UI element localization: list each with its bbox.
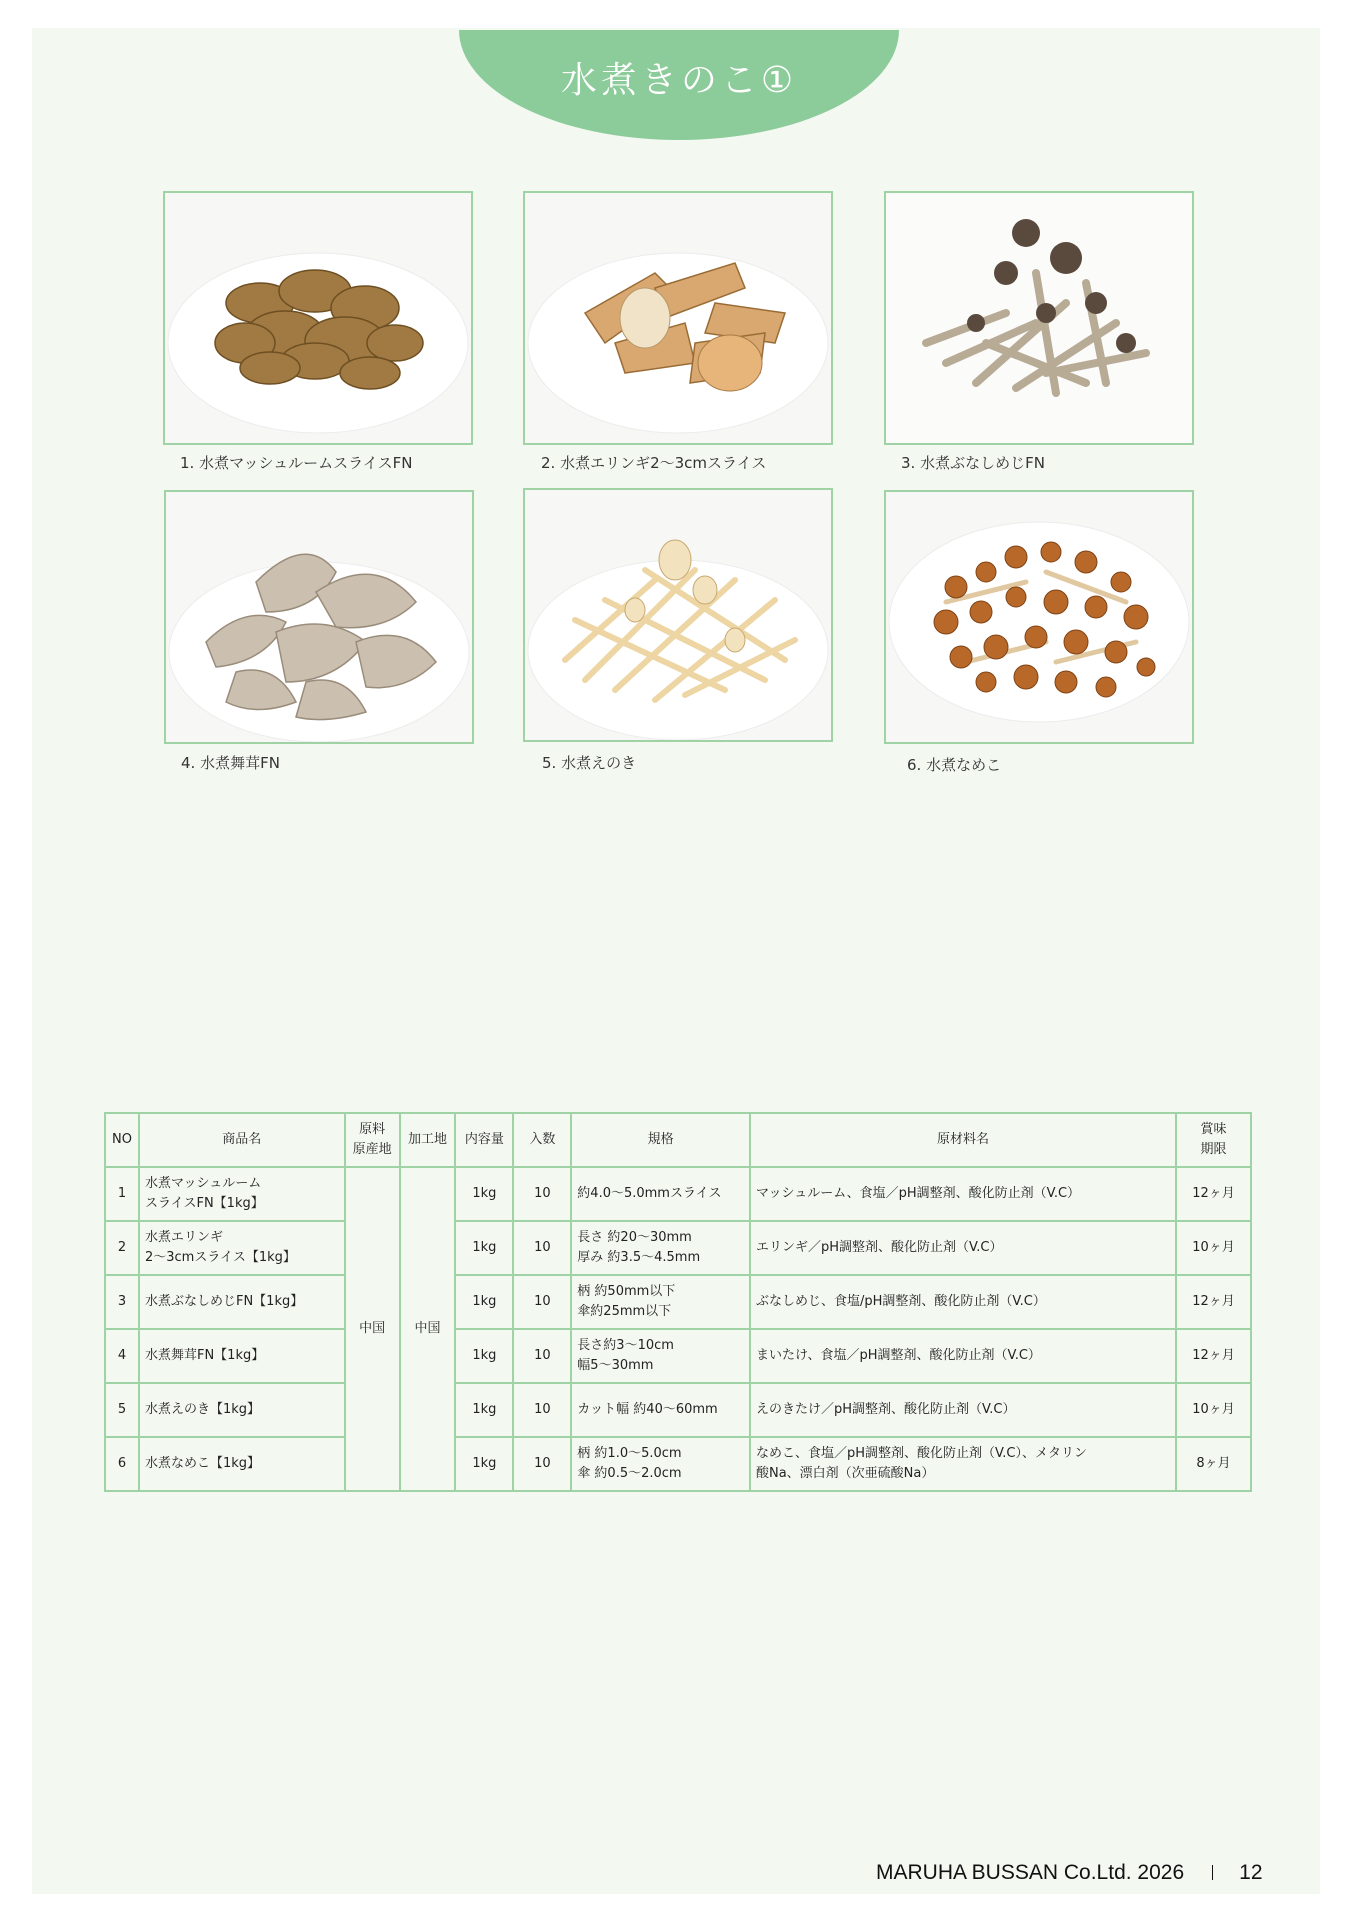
origin-cell: 中国 (345, 1167, 400, 1491)
row-count: 10 (513, 1221, 571, 1275)
row-ingredients: えのきたけ／pH調整剤、酸化防止剤（V.C） (750, 1383, 1176, 1437)
product-caption-3: 3. 水煮ぶなしめじFN (901, 454, 1045, 472)
row-no: 4 (105, 1329, 139, 1383)
row-content: 1kg (455, 1275, 513, 1329)
row-product-name: 水煮なめこ【1kg】 (139, 1437, 345, 1491)
row-content: 1kg (455, 1329, 513, 1383)
row-shelf-life: 12ヶ月 (1176, 1329, 1251, 1383)
product-spec-table (104, 1112, 1252, 1492)
sliced-mushroom-photo (163, 191, 473, 445)
header-product-name: 商品名 (139, 1113, 345, 1167)
table-row (105, 1383, 1251, 1437)
footer-company: MARUHA BUSSAN Co.Ltd. 2026 (876, 1861, 1185, 1884)
row-product-name: 水煮ぶなしめじFN【1kg】 (139, 1275, 345, 1329)
header-ingredients: 原材料名 (750, 1113, 1176, 1167)
header-count: 入数 (513, 1113, 571, 1167)
table-header-row (105, 1113, 1251, 1167)
table-row (105, 1221, 1251, 1275)
row-count: 10 (513, 1167, 571, 1221)
row-shelf-life: 12ヶ月 (1176, 1167, 1251, 1221)
row-ingredients: マッシュルーム、食塩／pH調整剤、酸化防止剤（V.C） (750, 1167, 1176, 1221)
row-shelf-life: 12ヶ月 (1176, 1275, 1251, 1329)
row-shelf-life: 10ヶ月 (1176, 1221, 1251, 1275)
row-shelf-life: 8ヶ月 (1176, 1437, 1251, 1491)
table-row (105, 1329, 1251, 1383)
page-title: 水煮きのこ① (560, 60, 798, 101)
processing-cell: 中国 (400, 1167, 456, 1491)
table-row (105, 1167, 1251, 1221)
footer-separator (1212, 1865, 1213, 1880)
nameko-photo (884, 490, 1194, 744)
row-spec: カット幅 約40〜60mm (571, 1383, 750, 1437)
product-caption-1: 1. 水煮マッシュルームスライスFN (180, 454, 413, 472)
row-content: 1kg (455, 1383, 513, 1437)
row-content: 1kg (455, 1167, 513, 1221)
row-count: 10 (513, 1275, 571, 1329)
row-ingredients: なめこ、食塩／pH調整剤、酸化防止剤（V.C）、メタリン 酸Na、漂白剤（次亜硫酸Na） (750, 1437, 1176, 1491)
table-row (105, 1275, 1251, 1329)
row-product-name: 水煮えのき【1kg】 (139, 1383, 345, 1437)
enoki-photo (523, 488, 833, 742)
row-no: 3 (105, 1275, 139, 1329)
header-content: 内容量 (455, 1113, 513, 1167)
bunashimeji-photo (884, 191, 1194, 445)
maitake-photo (164, 490, 474, 744)
row-spec: 長さ約3〜10cm 幅5〜30mm (571, 1329, 750, 1383)
row-ingredients: ぶなしめじ、食塩/pH調整剤、酸化防止剤（V.C） (750, 1275, 1176, 1329)
product-caption-6: 6. 水煮なめこ (907, 756, 1002, 774)
header-origin: 原料 原産地 (345, 1113, 400, 1167)
row-spec: 柄 約1.0〜5.0cm 傘 約0.5〜2.0cm (571, 1437, 750, 1491)
page-number: 12 (1239, 1861, 1263, 1884)
header-no: NO (105, 1113, 139, 1167)
row-count: 10 (513, 1437, 571, 1491)
row-spec: 長さ 約20〜30mm 厚み 約3.5〜4.5mm (571, 1221, 750, 1275)
row-product-name: 水煮エリンギ 2〜3cmスライス【1kg】 (139, 1221, 345, 1275)
product-caption-5: 5. 水煮えのき (542, 754, 637, 772)
product-caption-2: 2. 水煮エリンギ2〜3cmスライス (541, 454, 767, 472)
table-row (105, 1437, 1251, 1491)
row-spec: 約4.0〜5.0mmスライス (571, 1167, 750, 1221)
row-product-name: 水煮マッシュルーム スライスFN【1kg】 (139, 1167, 345, 1221)
row-no: 6 (105, 1437, 139, 1491)
row-count: 10 (513, 1329, 571, 1383)
product-caption-4: 4. 水煮舞茸FN (181, 754, 280, 772)
page-footer (876, 1861, 1263, 1885)
eringi-slice-photo (523, 191, 833, 445)
row-no: 5 (105, 1383, 139, 1437)
row-ingredients: まいたけ、食塩／pH調整剤、酸化防止剤（V.C） (750, 1329, 1176, 1383)
row-count: 10 (513, 1383, 571, 1437)
row-no: 1 (105, 1167, 139, 1221)
row-ingredients: エリンギ／pH調整剤、酸化防止剤（V.C） (750, 1221, 1176, 1275)
row-content: 1kg (455, 1437, 513, 1491)
row-no: 2 (105, 1221, 139, 1275)
header-shelf-life: 賞味 期限 (1176, 1113, 1251, 1167)
row-shelf-life: 10ヶ月 (1176, 1383, 1251, 1437)
row-spec: 柄 約50mm以下 傘約25mm以下 (571, 1275, 750, 1329)
header-processing: 加工地 (400, 1113, 456, 1167)
row-content: 1kg (455, 1221, 513, 1275)
header-spec: 規格 (571, 1113, 750, 1167)
row-product-name: 水煮舞茸FN【1kg】 (139, 1329, 345, 1383)
